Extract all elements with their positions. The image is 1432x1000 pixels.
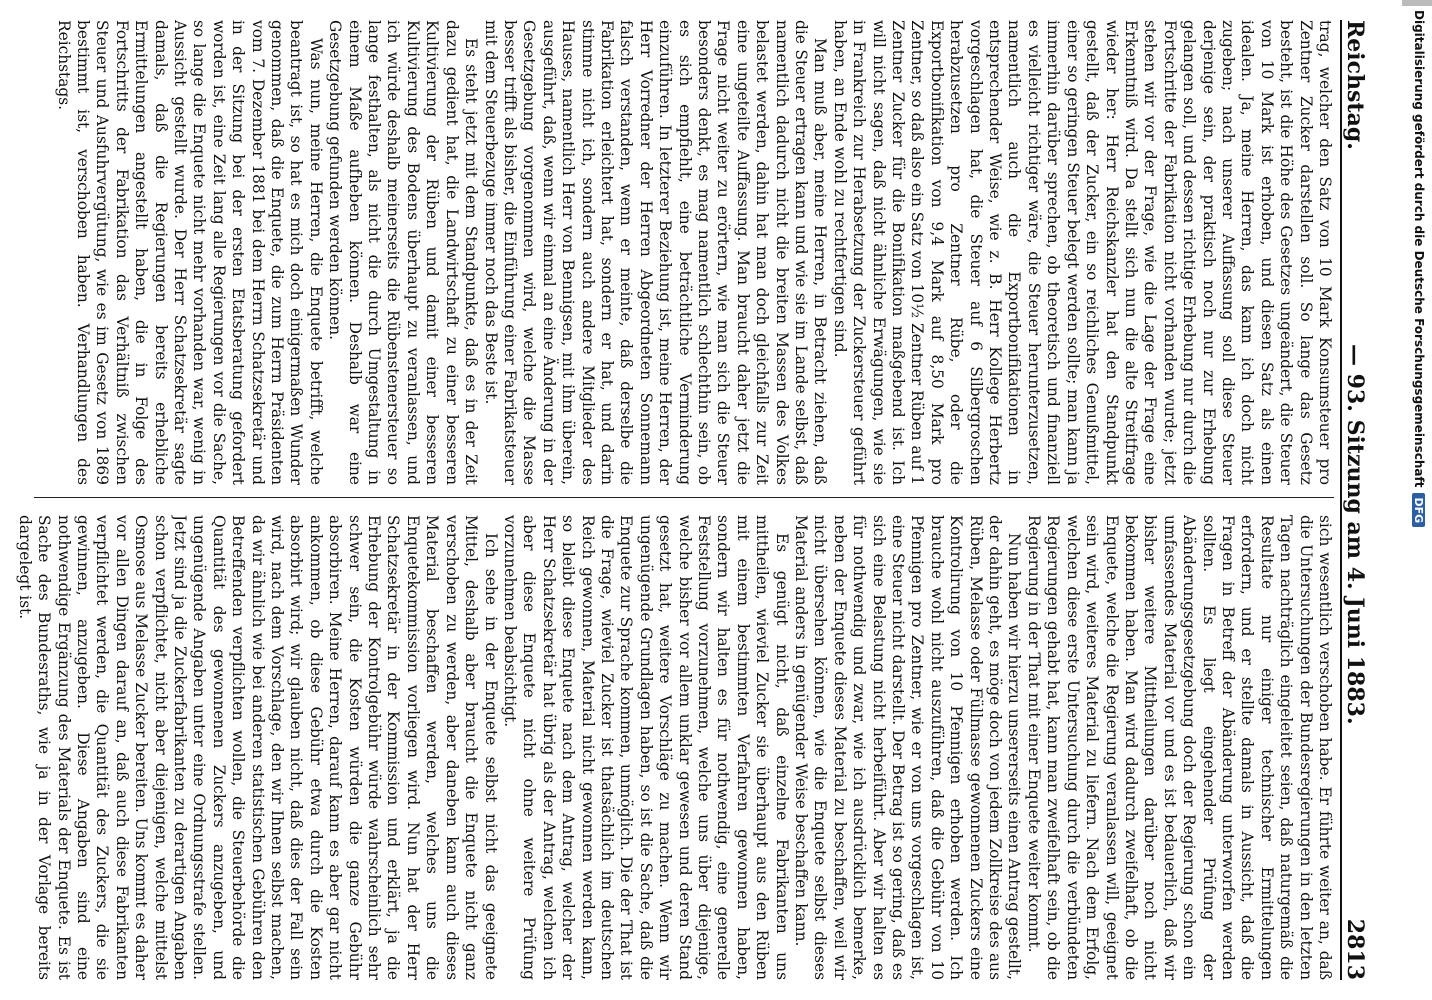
page-header bbox=[1340, 20, 1382, 980]
paragraph: Ich sehe in der Enquete selbst nicht das geeignete Mittel, deshalb aber braucht die Enquete nicht ganz verschoben zu werden, aber daneben kann auch dieses Material beschaffen werden, welches uns die Enquetekommission vorliegen wird. Nun hat der Herr Schatzsekretär in der Kommission und erklärt, ja die Erhebung der Kontrolgebühr würde wahrscheinlich sehr schwer sein, die Kosten würden die ganze Gebühr absorbiren. Meine Herren, darauf kann es aber gar nicht ankommen, ob diese Gebühr etwa durch die Kosten absorbirt wird; wir glauben nicht, daß dies der Fall sein wird, nach dem Vorschlage, den wir Ihnen selbst machen, da wir ähnlich wie bei anderen statistischen Gebühren den Betreffenden verpflichten wollen, die Steuerbehörde die Quantität des gewonnenen Zuckers anzugeben, und ungenügende Angaben unter eine Ordnungsstrafe stellen. Jetzt sind ja die Zuckerfabrikanten zu derartigen Angaben schon verpflichtet, nicht aber diejenigen, welche mittelst Osmose aus Melasse Zucker bereiten. Uns kommt es daher vor allen Dingen darauf an, daß auch diese Fabrikanten verpflichtet werden, die Quantität des Zuckers, die sie gewinnen, anzugeben. Diese Angaben sind eine nothwendige Ergänzung des Materials der Enquete. Es ist Sache des Bundesraths, wie ja in der Vorlage bereits dargelegt ist. bbox=[15, 515, 500, 980]
dfg-logo: DFG bbox=[1413, 493, 1426, 527]
column-divider bbox=[34, 497, 1334, 498]
paragraph: Was nun, meine Herren, die Enquete betrifft, welche beantragt ist, so hat es mich doch einigermaßen Wunder genommen, daß die Enquete, die zum Herrn Präsidenten vom 7. Dezember 1881 bei dem Herrn Schatzsekretär und in der Sitzung bei der ersten Etatsberatung gefordert worden ist, eine Zeit lang alle Regierungen vor die Sache, so lange die Enquete nicht mehr vorhanden war, wenig in Aussicht gestellt wurde. Der Herr Schatzsekretär sagte damals, daß die Regierungen bereits erhebliche Ermittelungen angestellt haben, die in Folge des Fortschritts der Fabrikation das Verhältniß zwischen Steuer und Ausfuhrvergütung, wie es im Gesetz von 1869 bestimmt ist, verschoben haben. Verhandlungen des Reichstags. bbox=[54, 20, 325, 485]
header-session: — 93. Sitzung am 4. Juni 1883. bbox=[1342, 343, 1368, 725]
paragraph: trag, welcher den Satz von 10 Mark Konsumsteuer pro Zentner Zucker darstellen soll. So lange das Gesetz besteht, ist die Höhe des Gesetzes ungeändert, die Steuer von 10 Mark ist erhoben, und diesen Satz als einen idealen. Ja, meine Herren, das kann ich doch nicht zugeben; nach unserer Auffassung soll diese Steuer derjenige sein, der praktisch noch nur zur Erhebung gelangen soll, und dessen richtige Erhebung nur durch die Fortschritte der Fabrikation nicht vorhanden wurde; jetzt stehen wir vor der Frage, wie die Lage der Frage eine Erkenntniß wird. Da stellt sich nun die alte Streitfrage wieder her: Herr Reichskanzler hat den Standpunkt gestellt, daß der Zucker, ein so reichliches Genußmittel, einer so geringen Steuer belegt werden sollte; man kann ja immerhin darüber sprechen, ob theoretisch und finanziell es vielleicht richtiger wäre, die Steuer herunterzusetzen, namentlich auch die Exportbonifikationen in entsprechender Weise, wie z. B. Herr Kollege Herbertz vorgeschlagen hat, die Steuer auf 6 Silbergroschen herabzusetzen pro Zentner Rübe, oder die Exportbonifikation von 9,4 Mark auf 8,50 Mark pro Zentner, so daß also ein Satz von 10½ Zentner Rüben auf 1 Zentner Zucker für die Bonifikation maßgebend ist. Ich will nicht sagen, daß nicht ähnliche Erwägungen, wie sie in Frankreich zur Herabsetzung der Zuckersteuer geführt haben, an Ende wohl zu rechtfertigen sind. bbox=[830, 20, 1334, 485]
paragraph: Es steht jetzt mit dem Standpunkte, daß es in der Zeit dazu gedient hat, die Landwirtschaft zu einer besseren Kultivierung der Rüben und damit einer besseren Kultivierung des Bodens überhaupt zu veranlassen, und ich würde deshalb meinerseits die Rübenstenersteuer so lange festhalten, als nicht die durch Umgestaltung in einem Maße aufheben können. Deshalb war eine Gesetzgebung gefunden werden können. bbox=[326, 20, 481, 485]
digitization-credit bbox=[1410, 10, 1428, 770]
credit-text: Digitalisierung gefördert durch die Deutsche Forschungsgemeinschaft bbox=[1412, 10, 1426, 488]
paragraph: Man muß aber, meine Herren, in Betracht ziehen, daß die Steuer ertragen kann und wie sie im Lande selbst, daß namentlich dadurch nicht die breiten Massen des Volkes belastet werden, dahin hat man doch gleichfalls zur Zeit eine ungeteilte Auffassung. Man braucht daher jetzt die Frage nicht weiter zu erörtern, wie man sich die Steuer besonders denkt, es mag namentlich schlechthin sein, ob es sich empfiehlt, eine beträchtliche Verminderung einzuführen. In letzterer Beziehung ist, meine Herren, der Herr Vorredner der Herren Abgeordneten Sonnemann falsch verstanden, wenn er meinte, daß derselbe die Fabrikation erleichtert hat, sondern er hat, und darin stimme nicht ich, sondern auch andere Mitglieder des Hauses, namentlich Herr von Bennigsen, mit ihm überein, ausgeführt, daß, wenn wir einmal an eine Änderung in der Gesetzgebung vorgenommen wird, welche die Masse besser trifft als bisher, die Einführung einer Fabrikatsteuer mit dem Steuerbezuge immer noch das Beste ist. bbox=[481, 20, 830, 485]
text-column-right bbox=[14, 515, 1334, 980]
paragraph: Es genügt nicht, daß einzelne Fabrikanten uns mittheilen, wieviel Zucker sie überhaupt aus den Rüben mit einem bestimmten Verfahren gewonnen haben, sondern wir halten es für nothwendig, eine generelle Feststellung vorzunehmen, welche uns über diejenige, welche bisher vor allem unklar gewesen und deren Stand gesetzt hat, weitere Vorschläge zu machen. Wenn wir ungenügende Grundlagen haben, so ist die Sache, daß die Enquete zur Sprache kommen, unmöglich. Die der That ist die Frage, wieviel Zucker ist thatsächlich im deutschen Reich gewonnen, Material nicht gewonnen werden kann, so bleibt diese Enquete nach dem Antrag, welcher der Herr Schatzsekretär hat übrig als der Antrag, welchen ich aber diese Enquete nicht ohne weitere Prüfung vorzunehmen beabsichtigt. bbox=[500, 515, 791, 980]
paragraph: Nun haben wir hierzu unsererseits einen Antrag gestellt, der dahin geht, es möge doch von jedem Zollkreise des aus Rüben, Melasse oder Füllmasse gewonnenen Zuckers eine Kontrolirung von 10 Pfennigen erhoben werden. Ich brauche wohl nicht auszuführen, daß die Gebühr von 10 Pfennigen pro Zentner, wie er von uns vorgeschlagen ist, eine Steuer nicht darstellt. Der Betrag ist so gering, daß es sich eine Belastung nicht herbeiführt. Aber wir halten es für nothwendig und zwar, wie ich ausdrücklich bemerke, neben der Enquete dieses Material zu beschaffen, weil wir nicht übersehen können, wie die Enquete selbst dieses Material anders in genügender Weise beschaffen kann. bbox=[792, 515, 1024, 980]
scan-edge-mark bbox=[1402, 0, 1432, 6]
text-column-left bbox=[14, 20, 1334, 485]
header-publication: Reichstag. bbox=[1342, 20, 1368, 150]
paragraph: sich wesentlich verschoben habe. Er führte weiter an, daß die Untersuchungen der Bundesregierungen in den letzten Tagen nachträglich eingeleitet seien, daß naturgemäß die Resultate nur einiger technischer Ermittelungen erfordern, und er stellte damals in Aussicht, daß die Fragen in Betreff der Abänderung unterworfen werden sollten. Es liegt eingehender Prüfung der Abänderungsgesetzgebung doch der Regierung schon ein umfassendes Material vor und es ist bedauerlich, daß wir bisher weitere Mittheilungen darüber noch nicht bekommen haben. Man wird dadurch zweifelhaft, ob die Enquete, welche die Regierung veranlassen will, geeignet sein wird, weiteres Material zu liefern. Nach dem Erfolg, welchen diese erste Untersuchung durch die verbündeten Regierungen gehabt hat, kann man zweifelhaft sein, ob die Regierung in der That mit einer Enquete weiter kommt. bbox=[1024, 515, 1334, 980]
page-number: 2813 bbox=[1342, 918, 1368, 980]
